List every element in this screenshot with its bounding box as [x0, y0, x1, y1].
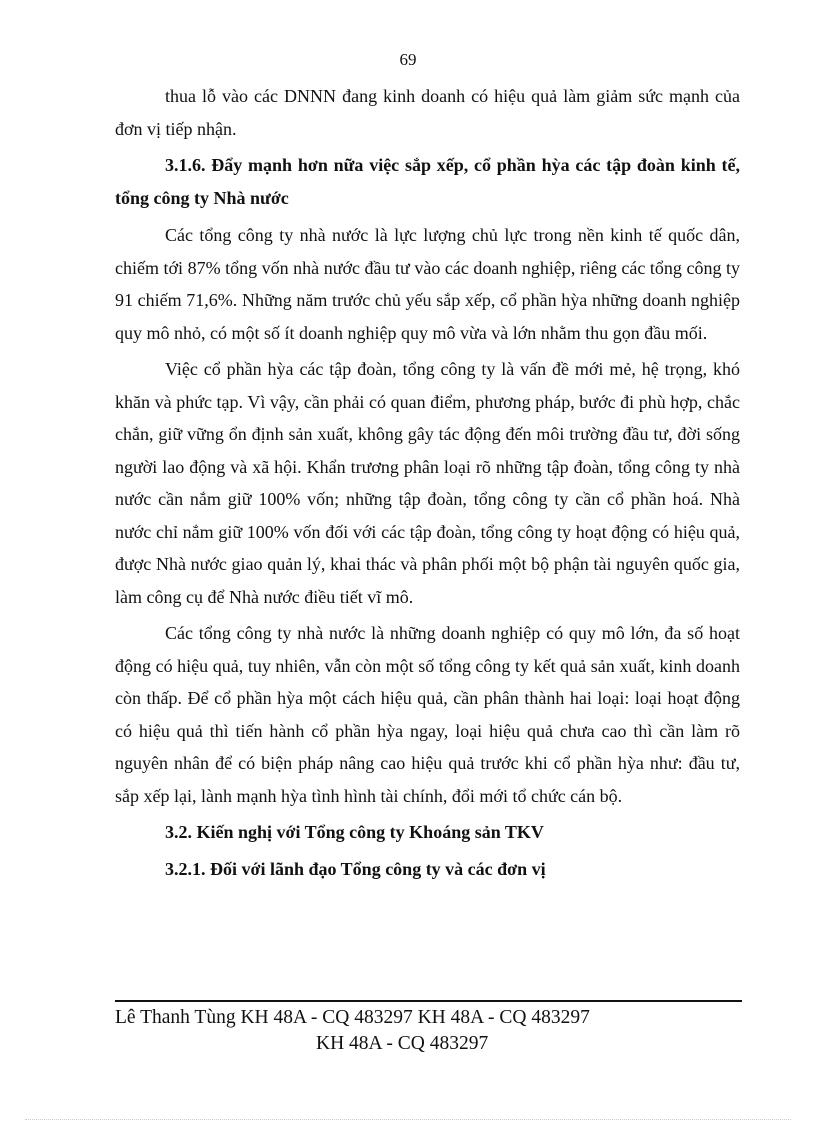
section-heading-3-2-1: 3.2.1. Đối với lãnh đạo Tổng công ty và các đơn vị	[165, 858, 546, 879]
footer-author-line: Lê Thanh Tùng KH 48A - CQ 483297 KH 48A - CQ 483297	[115, 1007, 590, 1028]
page-number: 69	[399, 50, 417, 69]
section-heading-3-2: 3.2. Kiến nghị với Tổng công ty Khoáng sản TKV	[165, 822, 544, 842]
paragraph-3: Các tổng công ty nhà nước là những doanh nghiệp có quy mô lớn, đa số hoạt động có hiệu quả, tuy nhiên, vẫn còn một số tổng công ty kết quả sản xuất, kinh doanh còn thấp. Để cổ phần hỳa một cách hiệu quả, cần phân thành hai loại: loại hoạt động có hiệu quả thì tiến hành cổ phần hỳa ngay, loại hiệu quả chưa cao thì cần làm rõ nguyên nhân để có biện pháp nâng cao hiệu quả trước khi cổ phần hỳa như: đầu tư, sắp xếp lại, lành mạnh hỳa tình hình tài chính, đổi mới tổ chức cán bộ.	[115, 623, 740, 806]
footer-class-line: KH 48A - CQ 483297	[316, 1033, 489, 1054]
paragraph-2: Việc cổ phần hỳa các tập đoàn, tổng công ty là vấn đề mới mẻ, hệ trọng, khó khăn và phức tạp. Vì vậy, cần phải có quan điểm, phương pháp, bước đi phù hợp, chắc chắn, giữ vững ổn định sản xuất, không gây tác động đến môi trường đầu tư, đời sống người lao động và xã hội. Khẩn trương phân loại rõ những tập đoàn, tổng công ty nhà nước cần nắm giữ 100% vốn; những tập đoàn, tổng công ty cần cổ phần hoá. Nhà nước chỉ nắm giữ 100% vốn đối với các tập đoàn, tổng công ty hoạt động có hiệu quả, được Nhà nước giao quản lý, khai thác và phân phối một bộ phận tài nguyên quốc gia, làm công cụ để Nhà nước điều tiết vĩ mô.	[115, 359, 740, 607]
document-body	[115, 80, 740, 885]
page-bottom-edge	[25, 1119, 791, 1120]
paragraph-1: Các tổng công ty nhà nước là lực lượng chủ lực trong nền kinh tế quốc dân, chiếm tới 87% tổng vốn nhà nước đầu tư vào các doanh nghiệp, riêng các tổng công ty 91 chiếm 71,6%. Những năm trước chủ yếu sắp xếp, cổ phần hỳa những doanh nghiệp quy mô nhỏ, có một số ít doanh nghiệp quy mô vừa và lớn nhằm thu gọn đầu mối.	[115, 225, 740, 343]
paragraph-continuation: thua lỗ vào các DNNN đang kinh doanh có hiệu quả làm giảm sức mạnh của đơn vị tiếp nhận.	[115, 86, 740, 139]
footer-divider	[115, 1000, 742, 1002]
section-heading-3-1-6: 3.1.6. Đẩy mạnh hơn nữa việc sắp xếp, cổ phần hỳa các tập đoàn kinh tế, tổng công ty Nhà nước	[115, 155, 740, 208]
